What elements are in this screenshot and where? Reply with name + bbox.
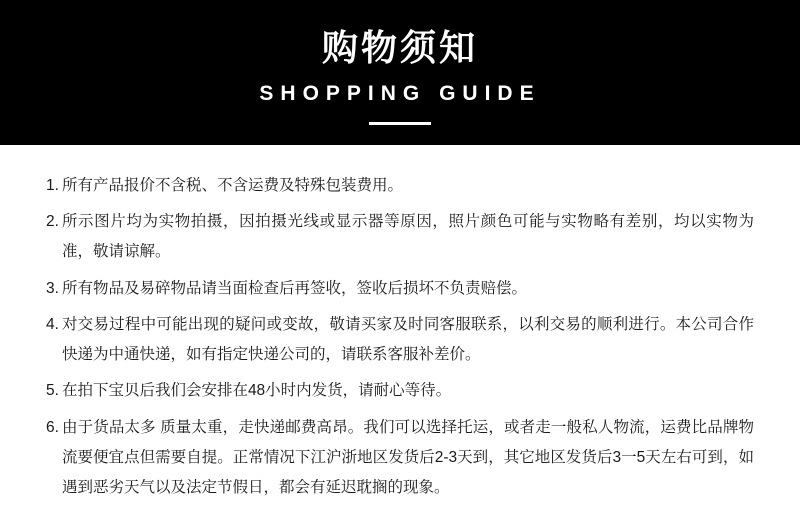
list-item (46, 207, 754, 267)
list-item (46, 274, 754, 304)
list-item-text: 对交易过程中可能出现的疑问或变故，敬请买家及时同客服联系，以利交易的顺利进行。本公司合作快递为中通快递，如有指定快递公司的，请联系客服补差价。 (61, 315, 754, 364)
guide-list (0, 145, 800, 503)
page-header (0, 0, 800, 145)
list-item-number: 3. (46, 279, 59, 297)
list-item-number: 6. (46, 418, 59, 436)
list-item (46, 310, 754, 370)
list-item-text: 所有物品及易碎物品请当面检查后再签收，签收后损坏不负责赔偿。 (61, 279, 527, 297)
list-item-number: 4. (46, 315, 59, 333)
list-item (46, 413, 754, 504)
list-item-text: 由于货品太多 质量太重，走快递邮费高昂。我们可以选择托运，或者走一般私人物流，运费比品牌物流要便宜点但需要自提。正常情况下江沪浙地区发货后2-3天到，其它地区发货后3一5天左右可到，如遇到恶劣天气以及法定节假日，都会有延迟耽搁的现象。 (61, 418, 754, 496)
list-item-text: 所有产品报价不含税、不含运费及特殊包装费用。 (61, 177, 403, 194)
list-item-number: 1. (46, 177, 59, 194)
page-title-english: SHOPPING GUIDE (259, 81, 541, 105)
list-item (46, 171, 754, 201)
list-item-text: 在拍下宝贝后我们会安排在48小时内发货，请耐心等待。 (61, 382, 452, 400)
list-item-number: 5. (46, 382, 59, 400)
list-item (46, 376, 754, 406)
list-item-text: 所示图片均为实物拍摄，因拍摄光线或显示器等原因，照片颜色可能与实物略有差别，均以实物为准，敬请谅解。 (61, 213, 754, 261)
header-divider (369, 122, 431, 125)
page-title-chinese: 购物须知 (321, 27, 478, 69)
list-item-number: 2. (46, 213, 59, 231)
